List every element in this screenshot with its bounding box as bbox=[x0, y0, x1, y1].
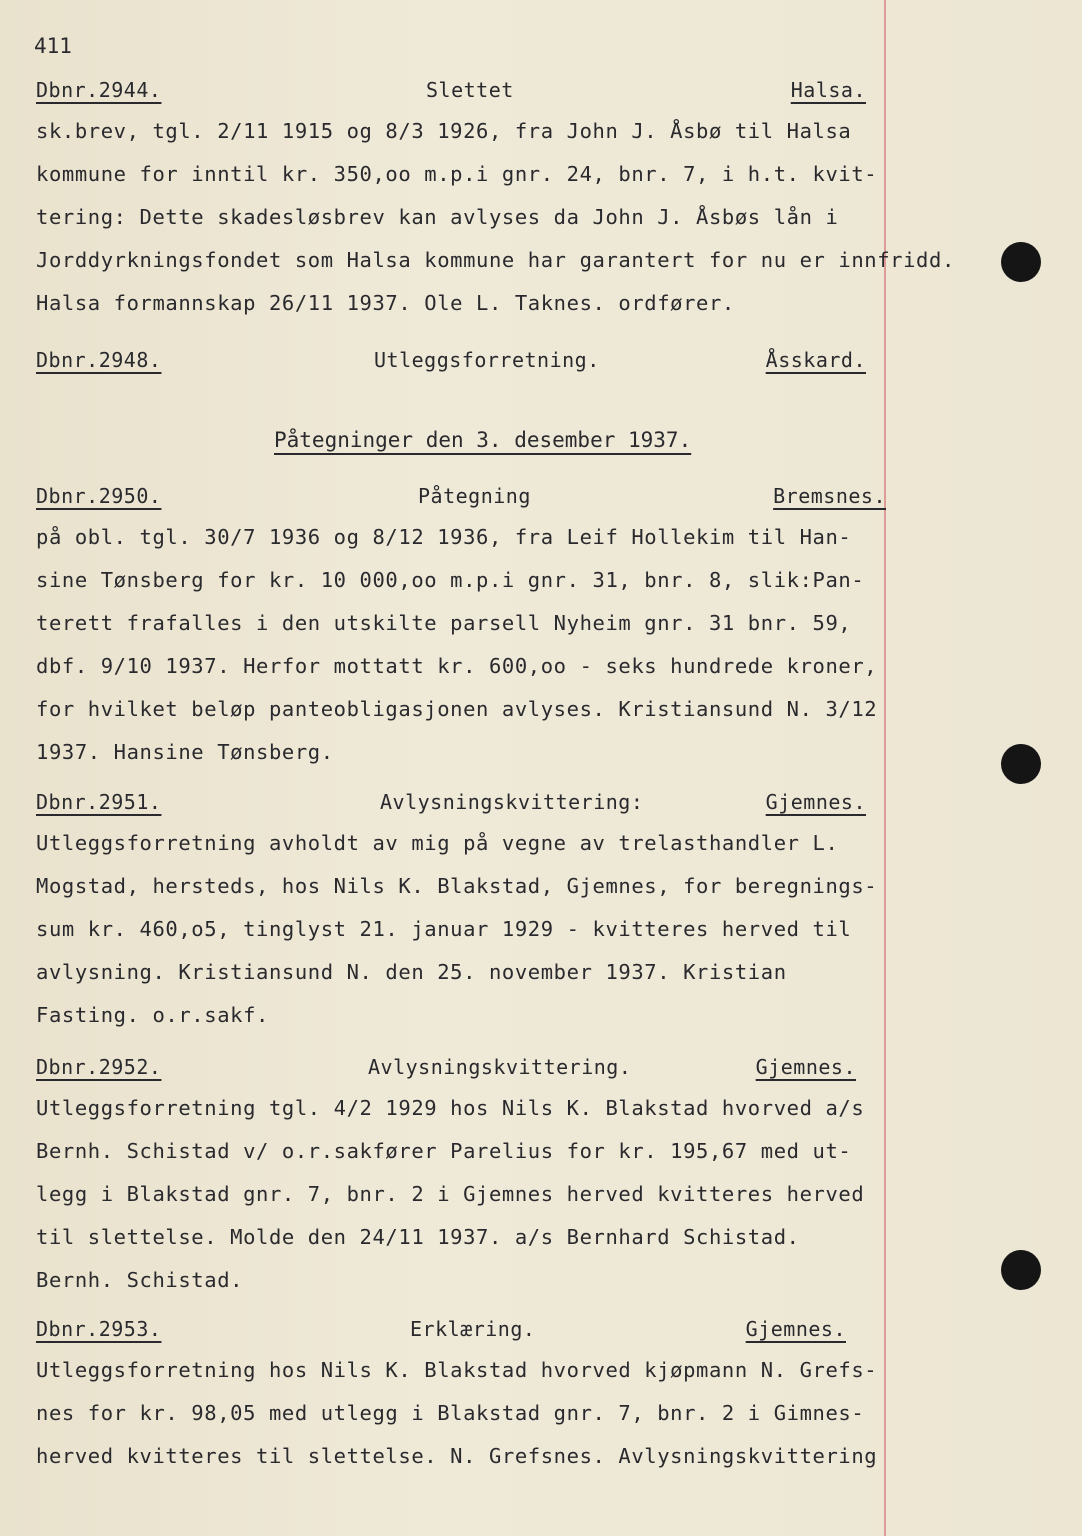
entry-header bbox=[36, 1317, 896, 1349]
entry-line: tering: Dette skadesløsbrev kan avlyses da John J. Åsbøs lån i bbox=[36, 205, 839, 229]
entry-line: Bernh. Schistad v/ o.r.sakfører Parelius for kr. 195,67 med ut- bbox=[36, 1139, 852, 1163]
entry-place: Åsskard. bbox=[765, 348, 866, 372]
entry-line: nes for kr. 98,05 med utlegg i Blakstad gnr. 7, bnr. 2 i Gimnes- bbox=[36, 1401, 865, 1425]
page-number: 411 bbox=[34, 34, 72, 58]
entry-type: Påtegning bbox=[418, 484, 531, 508]
entry-place: Gjemnes. bbox=[765, 790, 866, 814]
section-heading: Påtegninger den 3. desember 1937. bbox=[274, 428, 692, 452]
entry-header bbox=[36, 348, 896, 380]
entry-header bbox=[36, 1055, 896, 1087]
entry-type: Utleggsforretning. bbox=[374, 348, 600, 372]
entry-line: Bernh. Schistad. bbox=[36, 1268, 244, 1292]
entry-line: Jorddyrkningsfondet som Halsa kommune har garantert for nu er innfridd. bbox=[36, 248, 955, 272]
entry-number: Dbnr.2951. bbox=[36, 790, 162, 814]
entry-2950 bbox=[36, 484, 896, 774]
entry-place: Gjemnes. bbox=[755, 1055, 856, 1079]
entry-line: 1937. Hansine Tønsberg. bbox=[36, 740, 334, 764]
entry-line: terett frafalles i den utskilte parsell Nyheim gnr. 31 bnr. 59, bbox=[36, 611, 852, 635]
entry-line: herved kvitteres til slettelse. N. Grefsnes. Avlysningskvittering bbox=[36, 1444, 878, 1468]
entry-header bbox=[36, 790, 896, 822]
entry-type: Avlysningskvittering. bbox=[368, 1055, 632, 1079]
entry-line: Mogstad, hersteds, hos Nils K. Blakstad, Gjemnes, for beregnings- bbox=[36, 874, 878, 898]
entry-number: Dbnr.2948. bbox=[36, 348, 162, 372]
entry-number: Dbnr.2944. bbox=[36, 78, 162, 102]
entry-number: Dbnr.2953. bbox=[36, 1317, 162, 1341]
entry-number: Dbnr.2950. bbox=[36, 484, 162, 508]
binder-hole-middle bbox=[1001, 744, 1041, 784]
entry-line: på obl. tgl. 30/7 1936 og 8/12 1936, fra Leif Hollekim til Han- bbox=[36, 525, 852, 549]
entry-line: avlysning. Kristiansund N. den 25. november 1937. Kristian bbox=[36, 960, 787, 984]
entry-line: Halsa formannskap 26/11 1937. Ole L. Taknes. ordfører. bbox=[36, 291, 735, 315]
entry-2948 bbox=[36, 348, 896, 380]
entry-place: Bremsnes. bbox=[773, 484, 886, 508]
entry-2952 bbox=[36, 1055, 896, 1302]
entry-place: Halsa. bbox=[790, 78, 866, 102]
entry-line: sk.brev, tgl. 2/11 1915 og 8/3 1926, fra John J. Åsbø til Halsa bbox=[36, 119, 852, 143]
entry-line: legg i Blakstad gnr. 7, bnr. 2 i Gjemnes herved kvitteres herved bbox=[36, 1182, 865, 1206]
entry-line: Utleggsforretning avholdt av mig på vegne av trelasthandler L. bbox=[36, 831, 839, 855]
binder-hole-top bbox=[1001, 242, 1041, 282]
entry-type: Erklæring. bbox=[410, 1317, 536, 1341]
entry-header bbox=[36, 78, 896, 110]
binder-hole-bottom bbox=[1001, 1250, 1041, 1290]
entry-line: til slettelse. Molde den 24/11 1937. a/s Bernhard Schistad. bbox=[36, 1225, 800, 1249]
entry-line: sine Tønsberg for kr. 10 000,oo m.p.i gnr. 31, bnr. 8, slik:Pan- bbox=[36, 568, 865, 592]
entry-type: Avlysningskvittering: bbox=[380, 790, 644, 814]
entry-line: kommune for inntil kr. 350,oo m.p.i gnr. 24, bnr. 7, i h.t. kvit- bbox=[36, 162, 878, 186]
entry-line: for hvilket beløp panteobligasjonen avlyses. Kristiansund N. 3/12 bbox=[36, 697, 878, 721]
entry-2951 bbox=[36, 790, 896, 1037]
entry-2944 bbox=[36, 78, 955, 325]
entry-number: Dbnr.2952. bbox=[36, 1055, 162, 1079]
entry-2953 bbox=[36, 1317, 896, 1478]
entry-place: Gjemnes. bbox=[745, 1317, 846, 1341]
entry-line: Utleggsforretning tgl. 4/2 1929 hos Nils K. Blakstad hvorved a/s bbox=[36, 1096, 865, 1120]
entry-line: dbf. 9/10 1937. Herfor mottatt kr. 600,oo - seks hundrede kroner, bbox=[36, 654, 878, 678]
entry-header bbox=[36, 484, 896, 516]
entry-type: Slettet bbox=[426, 78, 514, 102]
entry-line: Fasting. o.r.sakf. bbox=[36, 1003, 269, 1027]
entry-line: sum kr. 460,o5, tinglyst 21. januar 1929 - kvitteres herved til bbox=[36, 917, 852, 941]
entry-line: Utleggsforretning hos Nils K. Blakstad hvorved kjøpmann N. Grefs- bbox=[36, 1358, 878, 1382]
